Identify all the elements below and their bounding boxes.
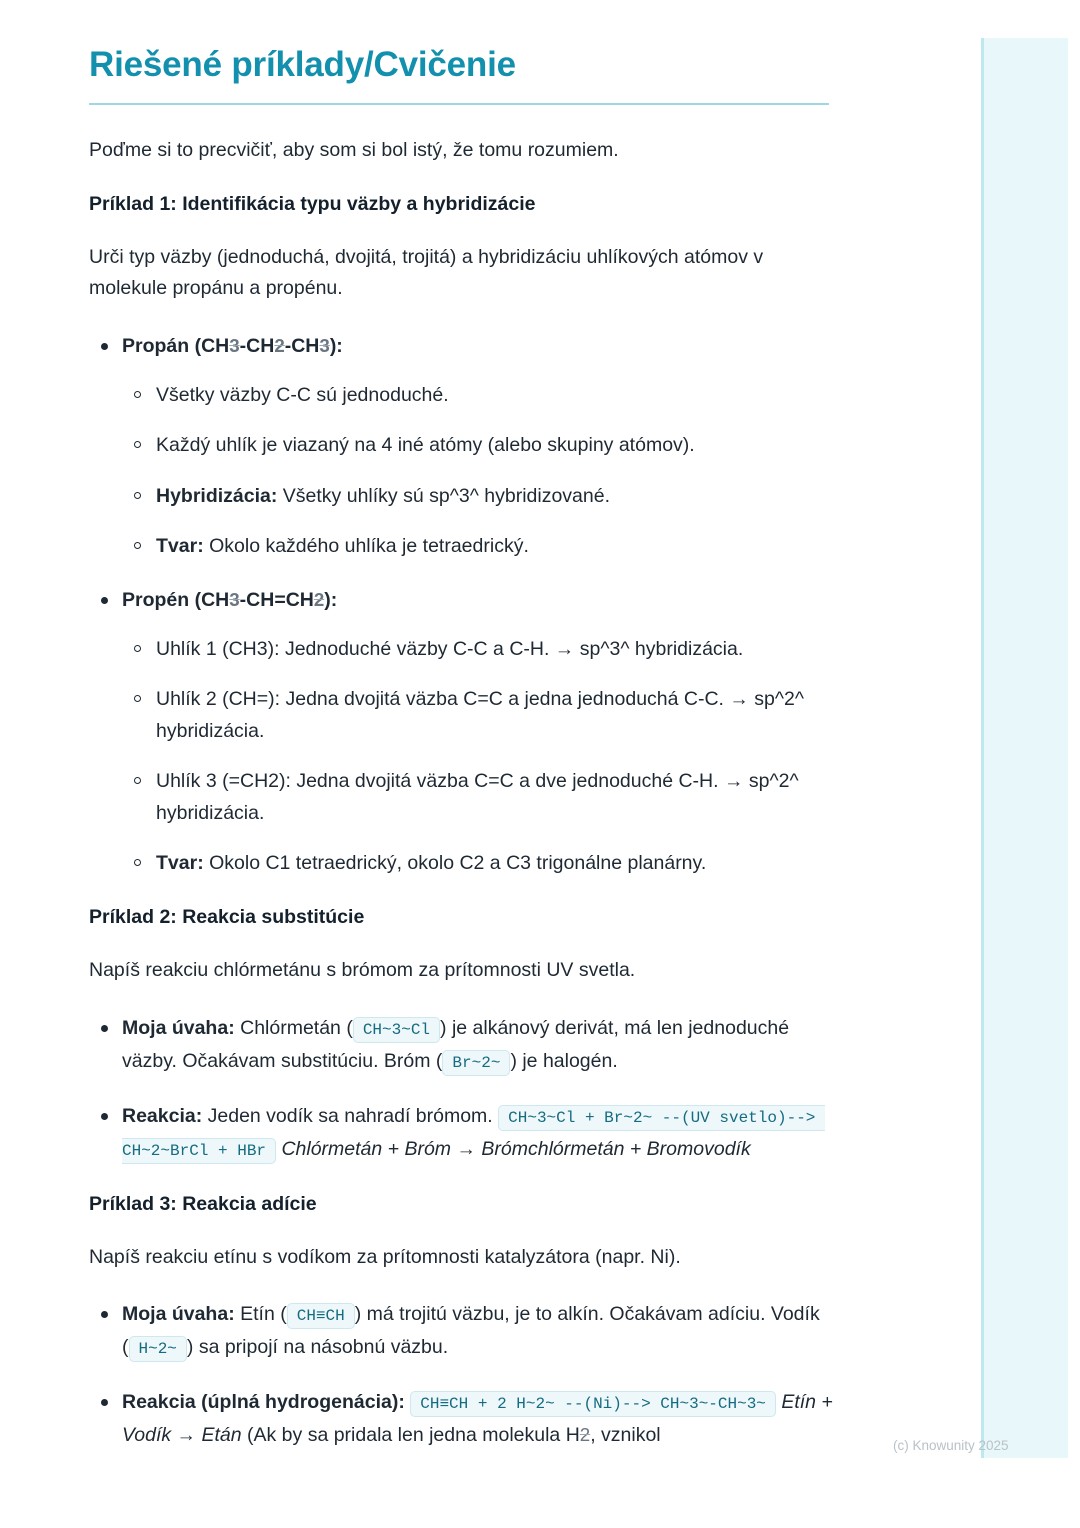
list-item — [89, 1013, 837, 1079]
propane-sub-3: 3 — [319, 335, 330, 357]
list-item — [122, 766, 837, 829]
list-item — [89, 1101, 837, 1167]
example-3-reasoning-text-1: Etín ( — [234, 1303, 287, 1326]
propane-label-prefix: Propán (CH — [122, 335, 230, 358]
propane-point-2: Každý uhlík je viazaný na 4 iné atómy (alebo skupiny atómov). — [156, 434, 695, 457]
example-2-list — [89, 1013, 837, 1167]
propane-sub-1: 3 — [229, 335, 240, 357]
example-2-reasoning-text-3: ) je halogén. — [510, 1049, 618, 1072]
document-content — [89, 44, 837, 1478]
example-2-reasoning-text-1: Chlórmetán ( — [234, 1016, 353, 1039]
list-item — [122, 430, 837, 462]
list-item — [89, 1387, 837, 1452]
propene-label-suffix: ): — [324, 588, 338, 611]
propane-mid-1: -CH — [239, 335, 275, 358]
propene-sub-1: 3 — [229, 588, 240, 610]
list-item — [89, 331, 837, 563]
propene-point-4: Okolo C1 tetraedrický, okolo C2 a C3 trigonálne planárny. — [203, 852, 707, 875]
propane-point-4: Okolo každého uhlíka je tetraedrický. — [203, 535, 529, 558]
code-ethyne: CH≡CH — [287, 1303, 355, 1329]
propene-sub-2: 2 — [313, 588, 325, 610]
example-2-reasoning-text-2: ) je alkánový derivát, má len jednoduché väzby. Očakávam substitúciu. Bróm ( — [122, 1016, 790, 1072]
section-paragraph-2: Napíš reakciu chlórmetánu s brómom za prítomnosti UV svetla. — [89, 958, 636, 981]
propene-point-1: Uhlík 1 (CH3): Jednoduché väzby C-C a C-H. → sp^3^ hybridizácia. — [156, 637, 744, 660]
list-item — [89, 585, 837, 880]
list-item — [122, 634, 837, 666]
list-item — [122, 531, 837, 563]
section-heading-3: Príklad 3: Reakcia adície — [89, 1192, 317, 1215]
example-1-list — [89, 331, 837, 880]
example-2-reasoning-label: Moja úvaha: — [122, 1016, 235, 1039]
example-3-reaction-caption: Etín + Vodík → Etán — [122, 1391, 833, 1447]
propene-label-prefix: Propén (CH — [122, 588, 230, 611]
propane-sublist — [122, 380, 837, 563]
list-item — [122, 684, 837, 747]
example-3-reasoning-text-2: ) má trojitú väzbu, je to alkín. Očakávam adíciu. Vodík ( — [122, 1303, 820, 1359]
propene-point-2: Uhlík 2 (CH=): Jedna dvojitá väzba C=C a jedna jednoduchá C-C. → sp^2^ hybridizácia. — [156, 688, 805, 742]
section-heading-1: Príklad 1: Identifikácia typu väzby a hybridizácie — [89, 192, 536, 215]
code-substitution-equation: CH~3~Cl + Br~2~ --(UV svetlo)--> CH~2~BrCl + HBr — [122, 1105, 825, 1164]
propane-mid-2: -CH — [284, 335, 320, 358]
example-3-list — [89, 1299, 837, 1452]
list-item — [122, 481, 837, 513]
list-item — [89, 1299, 837, 1365]
example-3-reasoning-text-3: ) sa pripojí na násobnú väzbu. — [186, 1336, 449, 1359]
example-2-reaction-text-1: Jeden vodík sa nahradí brómom. — [202, 1104, 499, 1127]
example-3-reaction-label: Reakcia (úplná hydrogenácia): — [122, 1391, 405, 1414]
example-3-reaction-tail-suffix: , vznikol — [590, 1424, 661, 1447]
propene-point-4-label: Tvar: — [156, 852, 204, 875]
propane-point-3-label: Hybridizácia: — [156, 484, 278, 507]
propane-label-suffix: ): — [329, 335, 343, 358]
propane-point-3: Všetky uhlíky sú sp^3^ hybridizované. — [277, 484, 610, 507]
example-3-reaction-tail-prefix: (Ak by sa pridala len jedna molekula H — [247, 1424, 580, 1447]
page-title: Riešené príklady/Cvičenie — [89, 45, 516, 84]
right-color-band — [984, 38, 1068, 1458]
code-chloromethane: CH~3~Cl — [353, 1017, 440, 1043]
example-3-reaction-tail-sub: 2 — [579, 1424, 591, 1446]
section-paragraph-3: Napíš reakciu etínu s vodíkom za prítomnosti katalyzátora (napr. Ni). — [89, 1245, 681, 1268]
copyright-watermark: (c) Knowunity 2025 — [893, 1438, 1009, 1453]
list-item — [122, 848, 837, 880]
section-paragraph-1: Urči typ väzby (jednoduchá, dvojitá, trojitá) a hybridizáciu uhlíkových atómov v molekule propánu a propénu. — [89, 245, 764, 300]
intro-paragraph: Poďme si to precvičiť, aby som si bol istý, že tomu rozumiem. — [89, 139, 619, 162]
propene-label — [122, 589, 337, 611]
propene-mid-1: -CH=CH — [239, 588, 314, 611]
code-bromine: Br~2~ — [442, 1050, 510, 1076]
example-2-reaction-label: Reakcia: — [122, 1104, 203, 1127]
propene-sublist — [122, 634, 837, 880]
propane-point-1: Všetky väzby C-C sú jednoduché. — [156, 383, 449, 406]
propene-point-3: Uhlík 3 (=CH2): Jedna dvojitá väzba C=C a dve jednoduché C-H. → sp^2^ hybridizácia. — [156, 770, 799, 824]
code-addition-equation: CH≡CH + 2 H~2~ --(Ni)--> CH~3~-CH~3~ — [410, 1391, 776, 1417]
example-2-reaction-caption: Chlórmetán + Bróm → Brómchlórmetán + Bromovodík — [276, 1137, 751, 1160]
propane-sub-2: 2 — [274, 335, 285, 357]
title-divider — [89, 103, 829, 105]
list-item — [122, 380, 837, 412]
propane-point-4-label: Tvar: — [156, 535, 204, 558]
propane-label — [122, 335, 343, 357]
section-heading-2: Príklad 2: Reakcia substitúcie — [89, 905, 365, 928]
example-3-reasoning-label: Moja úvaha: — [122, 1303, 235, 1326]
code-hydrogen: H~2~ — [129, 1336, 187, 1362]
